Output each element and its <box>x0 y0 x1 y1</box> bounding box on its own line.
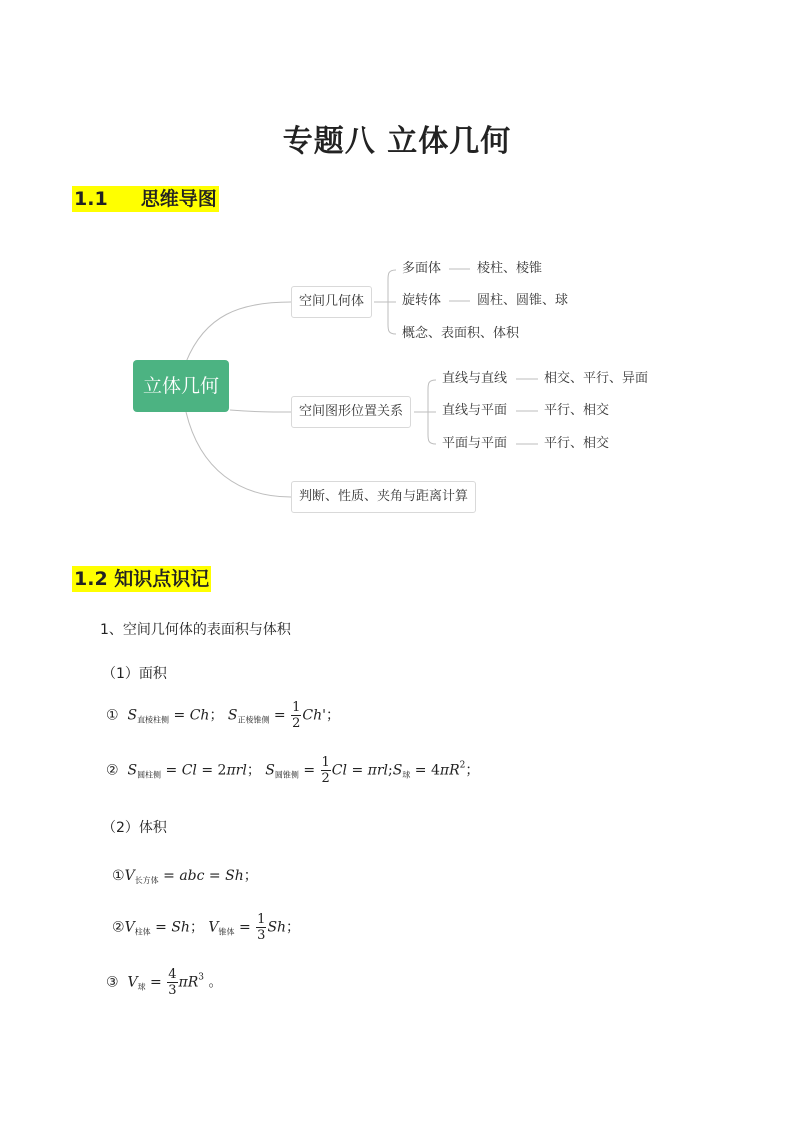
mindmap-cyl-cone-ball: 圆柱、圆锥、球 <box>477 293 569 308</box>
mindmap-revolution: 旋转体 <box>402 293 442 308</box>
mindmap-line-line: 直线与直线 <box>442 371 508 386</box>
formula-volume-3: ③ $V_球$ = $\frac{4}{3}$ $\pi R^3$ 。 <box>106 967 223 998</box>
mindmap-concept-area-volume: 概念、表面积、体积 <box>402 326 520 341</box>
mindmap-plane-plane: 平面与平面 <box>442 436 508 451</box>
mind-map <box>0 240 794 540</box>
mindmap-branch-solids: 空间几何体 <box>291 286 372 318</box>
subheading-volume: （2）体积 <box>102 820 167 836</box>
section-heading-mindmap: 1.1 思维导图 <box>74 188 217 210</box>
mindmap-plane-plane-rel: 平行、相交 <box>544 436 610 451</box>
mindmap-polyhedron: 多面体 <box>402 261 442 276</box>
formula-area-2: ② $S_{圆柱侧} = Cl = 2\pi rl$； $S_{圆锥侧}$ = $\frac{1}{2}$ $Cl = \pi rl;S_球 = 4\pi R^2$； <box>106 755 480 786</box>
mindmap-branch-position: 空间图形位置关系 <box>291 396 411 428</box>
mindmap-prism-pyramid: 棱柱、棱锥 <box>477 261 543 276</box>
mindmap-root: 立体几何 <box>133 360 229 412</box>
mindmap-line-plane-rel: 平行、相交 <box>544 403 610 418</box>
mindmap-line-line-rel: 相交、平行、异面 <box>544 371 649 386</box>
subheading-area: （1）面积 <box>102 666 167 682</box>
section-heading-knowledge: 1.2 知识点识记 <box>74 568 210 590</box>
formula-volume-1: $①V_{长方体}$ = abc = Sh； <box>112 868 258 885</box>
page-title: 专题八 立体几何 <box>282 124 512 159</box>
formula-volume-2: $②V_{柱体} = Sh$； $V_{锥体}$ = $\frac{1}{3}$ Sh； <box>112 912 301 943</box>
formula-area-1: ① $S_{直棱柱侧} = Ch$； $S_{正棱锥侧}$ = $\frac{1}{2}$ Ch'； <box>106 700 340 731</box>
item-surface-volume: 1、空间几何体的表面积与体积 <box>100 622 291 638</box>
mindmap-branch-calc: 判断、性质、夹角与距离计算 <box>291 481 476 513</box>
mindmap-line-plane: 直线与平面 <box>442 403 508 418</box>
